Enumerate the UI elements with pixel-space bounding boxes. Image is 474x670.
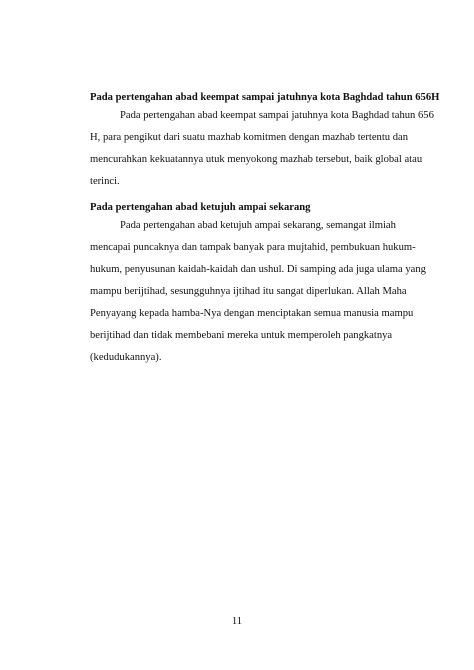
section-paragraph — [90, 215, 426, 369]
section-abad-keempat — [90, 91, 440, 193]
page-number: 11 — [231, 616, 243, 627]
paragraph-line: Pada pertengahan abad ketujuh ampai sekarang, semangat ilmiah — [120, 220, 396, 231]
section-heading: Pada pertengahan abad ketujuh ampai sekarang — [90, 202, 311, 213]
section-heading: Pada pertengahan abad keempat sampai jatuhnya kota Baghdad tahun 656H — [90, 92, 440, 103]
section-abad-ketujuh — [90, 201, 426, 369]
section-paragraph — [90, 105, 434, 193]
paragraph-line: mampu berijtihad, sesungguhnya ijtihad itu sangat diperlukan. Allah Maha — [90, 286, 407, 297]
paragraph-line: berijtihad dan tidak membebani mereka untuk memperoleh pangkatnya — [90, 330, 393, 341]
paragraph-line: mencapai puncaknya dan tampak banyak para mujtahid, pembukuan hukum- — [90, 242, 416, 253]
paragraph-line: (kedudukannya). — [90, 352, 162, 363]
paragraph-line: terinci. — [90, 176, 120, 187]
paragraph-line: hukum, penyusunan kaidah-kaidah dan ushul. Di samping ada juga ulama yang — [90, 264, 426, 275]
paragraph-line: mencurahkan kekuatannya utuk menyokong mazhab tersebut, baik global atau — [90, 154, 423, 165]
paragraph-line: H, para pengikut dari suatu mazhab komitmen dengan mazhab tertentu dan — [90, 132, 408, 143]
page-content — [90, 91, 440, 369]
paragraph-line: Pada pertengahan abad keempat sampai jatuhnya kota Baghdad tahun 656 — [120, 110, 434, 121]
paragraph-line: Penyayang kepada hamba-Nya dengan menciptakan semua manusia mampu — [90, 308, 414, 319]
